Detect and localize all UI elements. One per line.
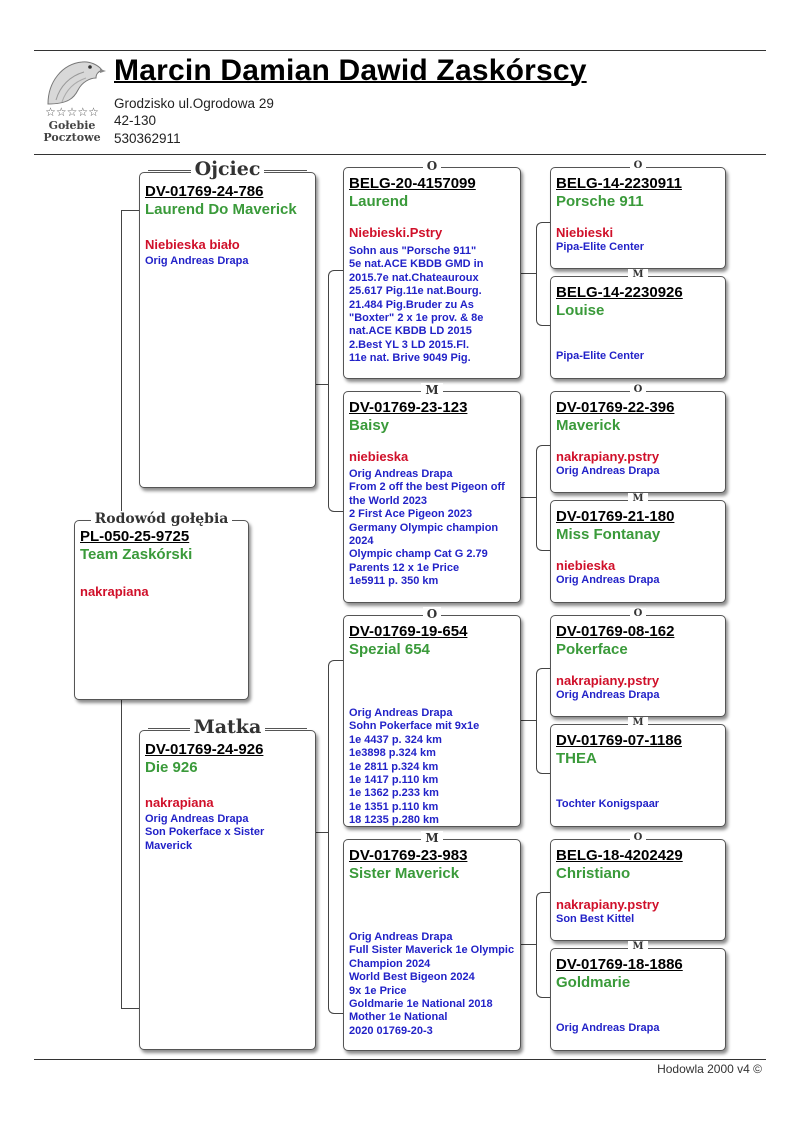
pigeon-info: Tochter Konigspaar (556, 798, 660, 810)
ring-number: DV-01769-23-123 (349, 399, 468, 416)
pigeon-name: Christiano (556, 865, 631, 882)
pigeon-info: Pipa-Elite Center (556, 241, 645, 253)
pigeon-info: Orig Andreas Drapa (145, 255, 249, 267)
pigeon-name: Miss Fontanay (556, 526, 661, 543)
pigeon-name: Goldmarie (556, 974, 631, 991)
card-mf-mother[interactable] (550, 717, 726, 827)
pigeon-info: Son Best Kittel (556, 913, 635, 925)
pigeon-color: nakrapiana (80, 584, 149, 599)
card-father-mother[interactable] (343, 383, 521, 603)
card-ff-mother[interactable] (550, 269, 726, 379)
stars-icon: ☆☆☆☆☆ (45, 105, 99, 119)
ring-number: DV-01769-23-983 (349, 847, 468, 864)
pigeon-color (556, 1006, 720, 1022)
pigeon-color: nakrapiana (145, 795, 214, 810)
connector-ff-parents (536, 222, 551, 326)
ring-number: DV-01769-24-926 (145, 741, 264, 758)
pigeon-color: niebieska (349, 449, 409, 464)
ring-number: DV-01769-19-654 (349, 623, 468, 640)
ring-number: DV-01769-18-1886 (556, 956, 683, 973)
card-label: O (630, 832, 647, 843)
pigeon-color (556, 334, 720, 350)
card-father[interactable] (139, 158, 316, 488)
pigeon-name: Maverick (556, 417, 621, 434)
connector-mf-stub (520, 720, 536, 721)
pigeon-info: Orig Andreas Drapa Full Sister Maverick 1e Olympic Champion 2024 World Best Bigeon 2024 9x 1e Price Goldmarie 1e National 2018 Mother 1e National 2020 01769-20-3 (349, 931, 515, 1037)
logo (36, 56, 108, 148)
connector-mf-parents (536, 668, 551, 774)
card-main[interactable] (74, 511, 249, 700)
pigeon-name: Sister Maverick (349, 865, 460, 882)
card-label: O (630, 160, 647, 171)
top-rule (34, 50, 766, 51)
pigeon-info: Orig Andreas Drapa From 2 off the best Pigeon off the World 2023 2 First Ace Pigeon 2023 Germany Olympic champion 2024 Olympic champ Cat G 2.79 Parents 12 x 1e Price 1e5911 p. 350 km (349, 468, 505, 588)
card-label: M (628, 717, 647, 728)
card-label: O (423, 607, 441, 621)
card-label: M (628, 941, 647, 952)
pigeon-color: Niebieska biało (145, 237, 240, 252)
ring-number: BELG-14-2230926 (556, 284, 683, 301)
card-label: O (630, 608, 647, 619)
logo-text-line1: Gołebie (48, 119, 96, 132)
pigeon-info: Orig Andreas Drapa (556, 465, 660, 477)
card-mm-mother[interactable] (550, 941, 726, 1051)
card-label: M (421, 831, 442, 845)
pigeon-info: Orig Andreas Drapa Son Pokerface x Sister Maverick (145, 813, 265, 852)
pigeon-color: niebieska (556, 558, 616, 573)
card-fm-mother[interactable] (550, 493, 726, 603)
card-mf-father[interactable] (550, 608, 726, 717)
pigeon-name: THEA (556, 750, 597, 767)
pigeon-name: Laurend (349, 193, 409, 210)
ring-number: PL-050-25-9725 (80, 528, 190, 545)
card-label: Ojciec (191, 158, 265, 180)
card-fm-father[interactable] (550, 384, 726, 493)
pigeon-info: Sohn aus "Porsche 911" 5e nat.ACE KBDB GMD in 2015.7e nat.Chateauroux 25.617 Pig.11e nat.Bourg. 21.484 Pig.Bruder zu As "Boxter" 2 x 1e prov. & 8e nat.ACE KBDB LD 2015 2.Best YL 3 LD 2015.Fl. 11e nat. Brive 9049 Pig. (349, 245, 484, 365)
card-mother[interactable] (139, 716, 316, 1050)
pigeon-color: Niebieski (556, 225, 614, 240)
connector-fm-stub (520, 497, 536, 498)
ring-number: DV-01769-21-180 (556, 508, 675, 525)
connector-fm-parents (536, 445, 551, 551)
ring-number: DV-01769-24-786 (145, 183, 264, 200)
ring-number: BELG-20-4157099 (349, 175, 476, 192)
card-label: Rodowód gołębia (91, 511, 233, 527)
card-mother-father[interactable] (343, 607, 521, 827)
connector-main-father (121, 210, 140, 521)
pigeon-color (556, 782, 720, 798)
ring-number: DV-01769-08-162 (556, 623, 675, 640)
pigeon-name: Spezial 654 (349, 641, 430, 658)
ring-number: BELG-18-4202429 (556, 847, 683, 864)
header-rule (34, 154, 766, 155)
footer-rule (34, 1059, 766, 1060)
pigeon-name: Baisy (349, 417, 390, 434)
card-label: M (628, 493, 647, 504)
card-father-father[interactable] (343, 159, 521, 379)
ring-number: DV-01769-22-396 (556, 399, 675, 416)
pigeon-name: Team Zaskórski (80, 546, 193, 563)
connector-ff-stub (520, 273, 536, 274)
pigeon-name: Porsche 911 (556, 193, 644, 210)
pigeon-name: Laurend Do Maverick (145, 201, 297, 218)
pigeon-color: nakrapiany.pstry (556, 449, 660, 464)
connector-mother-stub (316, 832, 328, 833)
card-mother-mother[interactable] (343, 831, 521, 1051)
ring-number: DV-01769-07-1186 (556, 732, 682, 749)
card-label: Matka (190, 716, 266, 738)
card-label: O (630, 384, 647, 395)
logo-text-line2: Pocztowe (43, 131, 101, 144)
card-label: M (628, 269, 647, 280)
pigeon-name: Pokerface (556, 641, 628, 658)
pigeon-color: nakrapiany.pstry (556, 673, 660, 688)
connector-mm-parents (536, 892, 551, 998)
connector-main-mother (121, 700, 140, 1009)
pigeon-color (349, 897, 515, 913)
pigeon-icon (42, 56, 106, 108)
pigeon-color (349, 673, 515, 689)
owner-name: Marcin Damian Dawid Zaskórscy (114, 54, 587, 87)
connector-mm-stub (520, 944, 536, 945)
pigeon-info: Orig Andreas Drapa Sohn Pokerface mit 9x1e 1e 4437 p. 324 km 1e3898 p.324 km 1e 2811 p.324 km 1e 1417 p.110 km 1e 1362 p.233 km 1e 1351 p.110 km 18 1235 p.280 km (349, 707, 480, 827)
pigeon-info: Orig Andreas Drapa (556, 689, 660, 701)
pigeon-color: Niebieski.Pstry (349, 225, 443, 240)
pigeon-info: Orig Andreas Drapa (556, 574, 660, 586)
card-label: M (421, 383, 442, 397)
owner-address: Grodzisko ul.Ogrodowa 29 (114, 96, 274, 111)
footer-credit: Hodowla 2000 v4 © (657, 1062, 762, 1076)
ring-number: BELG-14-2230911 (556, 175, 682, 192)
owner-phone: 530362911 (114, 131, 181, 146)
pigeon-info: Orig Andreas Drapa (556, 1022, 660, 1034)
pigeon-name: Die 926 (145, 759, 198, 776)
card-ff-father[interactable] (550, 160, 726, 269)
pigeon-color: nakrapiany.pstry (556, 897, 660, 912)
connector-father-stub (316, 384, 328, 385)
pigeon-info: Pipa-Elite Center (556, 350, 645, 362)
card-mm-father[interactable] (550, 832, 726, 941)
card-label: O (423, 159, 441, 173)
owner-postal: 42-130 (114, 113, 157, 128)
pigeon-name: Louise (556, 302, 605, 319)
